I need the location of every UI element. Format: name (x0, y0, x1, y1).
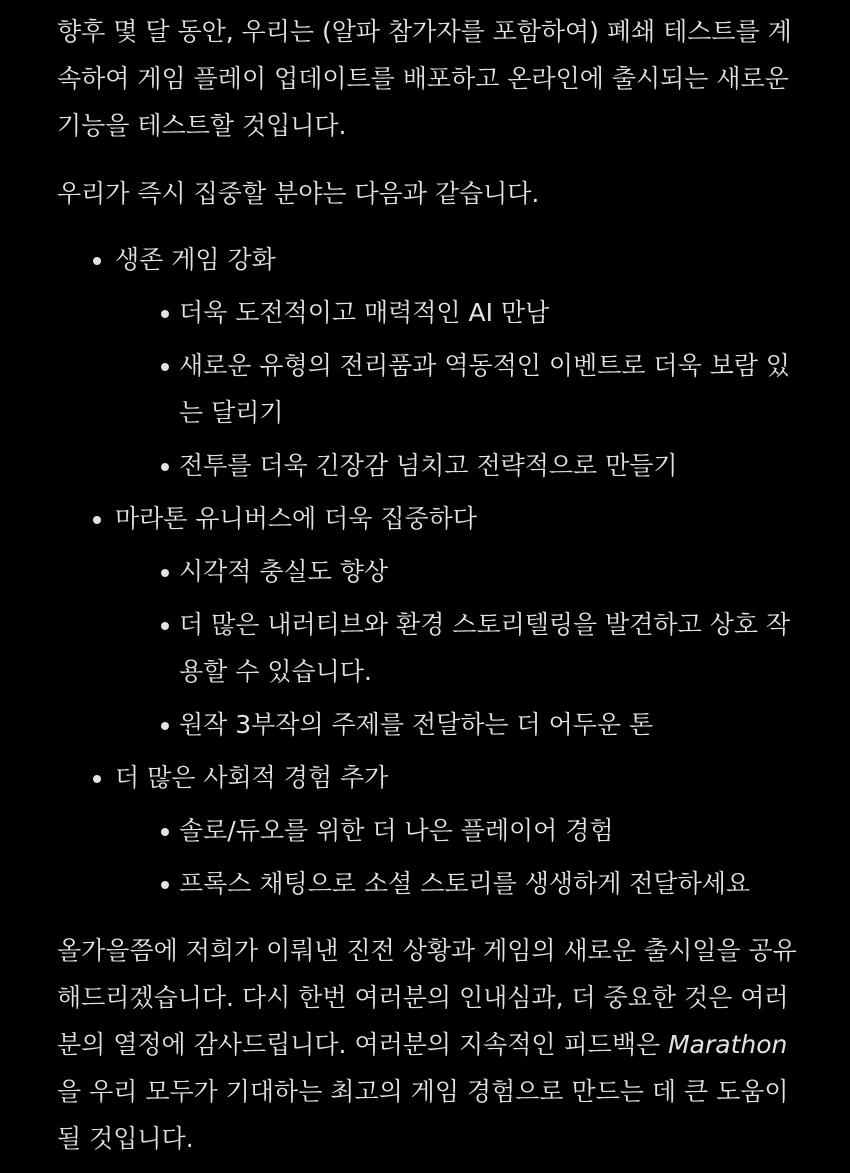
list-item (115, 495, 810, 748)
list-item: 전투를 더욱 긴장감 넘치고 전략적으로 만들기 (179, 442, 810, 489)
list-item: 프록스 채팅으로 소셜 스토리를 생생하게 전달하세요 (179, 860, 810, 907)
intro-paragraph: 향후 몇 달 동안, 우리는 (알파 참가자를 포함하여) 폐쇄 테스트를 계속하여 게임 플레이 업데이트를 배포하고 온라인에 출시되는 새로운 기능을 테스트할 것입니다. (57, 17, 792, 140)
sub-list (115, 289, 810, 489)
sub-list (115, 807, 810, 907)
section-title: 더 많은 사회적 경험 추가 (115, 763, 389, 792)
list-item: 더 많은 내러티브와 환경 스토리텔링을 발견하고 상호 작용할 수 있습니다. (179, 601, 810, 695)
list-item: 솔로/듀오를 위한 더 나은 플레이어 경험 (179, 807, 810, 854)
list-item: 원작 3부작의 주제를 전달하는 더 어두운 톤 (179, 701, 810, 748)
focus-lead-paragraph: 우리가 즉시 집중할 분야는 다음과 같습니다. (57, 179, 540, 208)
focus-list (57, 236, 810, 907)
list-item (115, 236, 810, 489)
closing-paragraph (57, 927, 810, 1162)
list-item: 더욱 도전적이고 매력적인 AI 만남 (179, 289, 810, 336)
list-item: 시각적 충실도 향상 (179, 548, 810, 595)
sub-list (115, 548, 810, 748)
closing-text-before: 올가을쯤에 저희가 이뤄낸 진전 상황과 게임의 새로운 출시일을 공유해드리겠습니다. 다시 한번 여러분의 인내심과, 더 중요한 것은 여러분의 열정에 감사드립니다. 여러분의 지속적인 피드백은 (57, 936, 797, 1059)
game-title: Marathon (668, 1030, 788, 1059)
section-title: 생존 게임 강화 (115, 245, 276, 274)
section-title: 마라톤 유니버스에 더욱 집중하다 (115, 504, 477, 533)
list-item: 새로운 유형의 전리품과 역동적인 이벤트로 더욱 보람 있는 달리기 (179, 342, 810, 436)
list-item (115, 754, 810, 907)
closing-text-after: 을 우리 모두가 기대하는 최고의 게임 경험으로 만드는 데 큰 도움이 될 것입니다. (57, 1077, 789, 1153)
